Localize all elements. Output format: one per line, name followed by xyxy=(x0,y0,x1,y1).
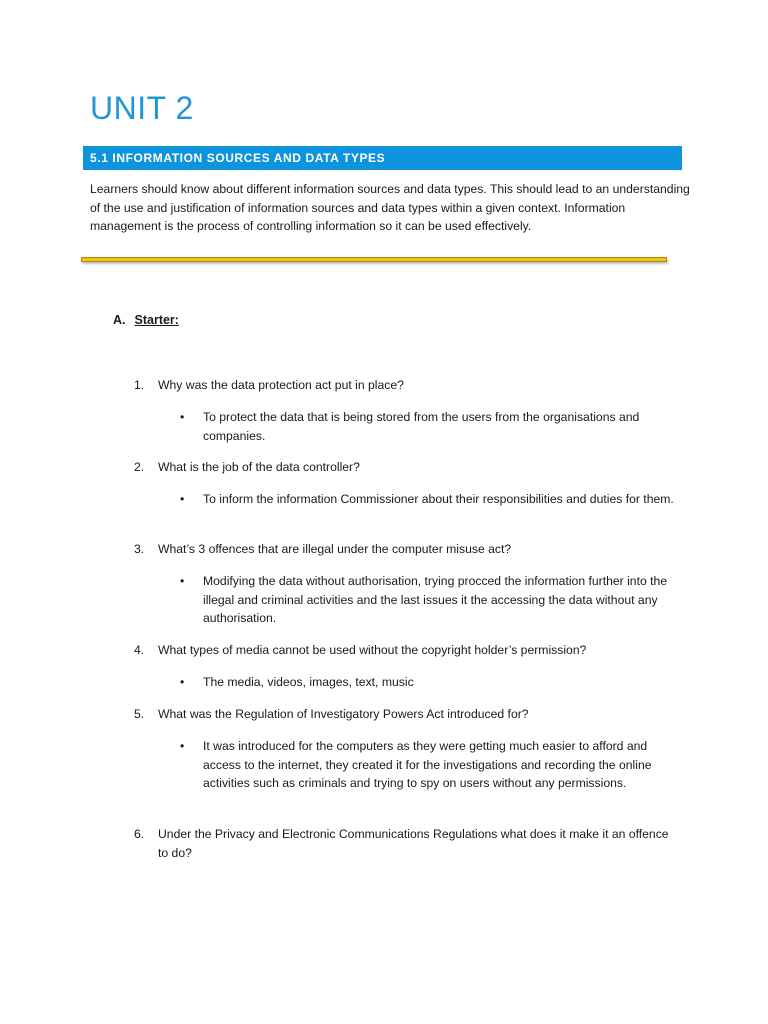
answer-text: To inform the information Commissioner about their responsibilities and duties for them. xyxy=(203,492,674,506)
answer-4 xyxy=(180,673,675,692)
bullet: • xyxy=(180,574,185,588)
question-number: 2. xyxy=(134,460,145,474)
question-number: 6. xyxy=(134,827,145,841)
question-4 xyxy=(134,641,674,660)
bullet: • xyxy=(180,739,185,753)
answer-3 xyxy=(180,572,675,628)
question-1 xyxy=(134,376,674,395)
intro-paragraph: Learners should know about different information sources and data types. This should lead to an understanding of the use and justification of information sources and data types within a given context. Information management is the process of controlling information so it can be used effectively. xyxy=(90,182,690,233)
question-5 xyxy=(134,705,674,724)
question-number: 3. xyxy=(134,542,145,556)
answer-1 xyxy=(180,408,675,445)
question-number: 5. xyxy=(134,707,145,721)
answer-text: Modifying the data without authorisation, trying procced the information further into the illegal and criminal activities and the last issues it the accessing the data without any authorisation. xyxy=(203,574,668,625)
section-heading: 5.1 INFORMATION SOURCES AND DATA TYPES xyxy=(90,151,386,165)
question-text: Why was the data protection act put in place? xyxy=(158,378,404,392)
bullet: • xyxy=(180,410,185,424)
question-text: What was the Regulation of Investigatory Powers Act introduced for? xyxy=(158,707,529,721)
bullet: • xyxy=(180,675,185,689)
starter-heading xyxy=(113,313,179,327)
answer-text: It was introduced for the computers as they were getting much easier to afford and access to the internet, they created it for the investigations and recording the online activities such as criminals and trying to spy on users without any permissions. xyxy=(203,739,652,790)
question-text: Under the Privacy and Electronic Communications Regulations what does it make it an offence to do? xyxy=(158,827,669,860)
section-heading-bar xyxy=(83,146,682,170)
question-text: What is the job of the data controller? xyxy=(158,460,360,474)
answer-text: The media, videos, images, text, music xyxy=(203,675,414,689)
starter-marker: A. xyxy=(113,313,126,327)
page-title: UNIT 2 xyxy=(90,90,194,126)
bullet: • xyxy=(180,492,185,506)
question-number: 1. xyxy=(134,378,145,392)
starter-label: Starter: xyxy=(134,313,179,327)
question-text: What types of media cannot be used without the copyright holder’s permission? xyxy=(158,643,587,657)
question-text: What’s 3 offences that are illegal under the computer misuse act? xyxy=(158,542,512,556)
question-6 xyxy=(134,825,674,862)
question-number: 4. xyxy=(134,643,145,657)
question-2 xyxy=(134,458,674,477)
answer-text: To protect the data that is being stored from the users from the organisations and companies. xyxy=(203,410,640,443)
answer-2 xyxy=(180,490,675,509)
question-3 xyxy=(134,540,674,559)
answer-5 xyxy=(180,737,675,793)
divider xyxy=(81,257,667,262)
